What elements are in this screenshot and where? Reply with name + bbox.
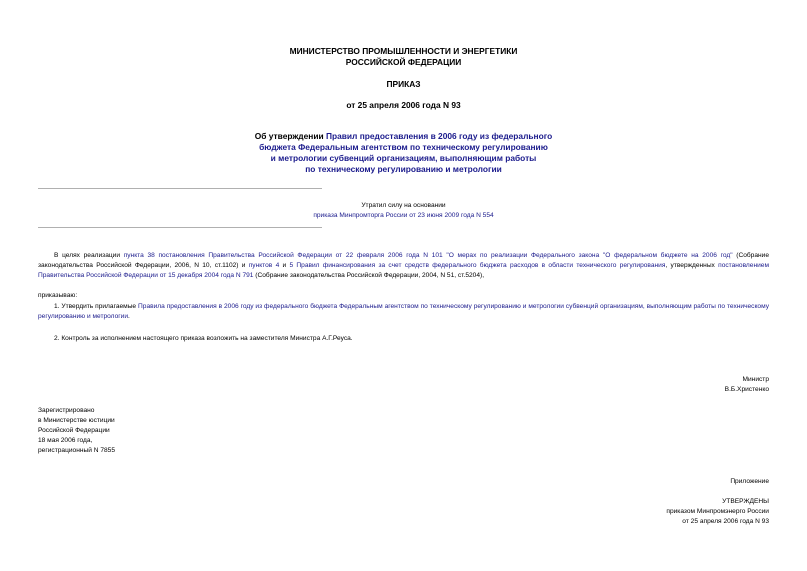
item1-text-2: . [128, 313, 130, 320]
order-item-2: 2. Контроль за исполнением настоящего приказа возложить на заместителя Министра А.Г.Реуса. [54, 335, 353, 342]
signature-name: В.Б.Христенко [724, 386, 769, 393]
ministry-line-2: РОССИЙСКОЙ ФЕДЕРАЦИИ [345, 57, 462, 67]
registration-block [38, 406, 115, 456]
intro-link-decree-791[interactable]: постановлением Правительства Российской Федерации от 15 декабря 2004 года N 791 [38, 262, 769, 279]
status-note [0, 201, 807, 221]
signature-position: Министр [742, 376, 769, 383]
intro-text-5: (Собрание законодательства Российской Федерации, 2004, N 51, ст.5204), [253, 272, 485, 279]
intro-text-3: и [279, 262, 290, 269]
doc-date: от 25 апреля 2006 года N 93 [346, 100, 461, 110]
registration-line-5: регистрационный N 7855 [38, 447, 116, 454]
intro-link-point-4[interactable]: пунктов 4 [248, 262, 280, 269]
registration-line-4: 18 мая 2006 года, [38, 437, 93, 444]
appendix-label: Приложение [730, 478, 769, 485]
title-link-line-1[interactable]: Правил предоставления в 2006 году из федерального [325, 131, 553, 141]
divider-bottom [38, 227, 322, 228]
registration-line-1: Зарегистрировано [38, 407, 95, 414]
intro-text-4: , утвержденных [665, 262, 719, 269]
intro-link-decree-101[interactable]: пункта 38 постановления Правительства Российской Федерации от 22 февраля 2006 года N 101 "О мерах по реализации Федерального закона "О федеральном бюджете на 2006 год" [123, 252, 733, 259]
item1-text-1: 1. Утвердить прилагаемые [54, 303, 139, 310]
doc-type: ПРИКАЗ [386, 79, 421, 89]
title-link-line-4[interactable]: по техническому регулированию и метрологии [305, 164, 502, 174]
item1-link-rules[interactable]: Правила предоставления в 2006 году из федерального бюджета Федеральным агентством по техническому регулированию и метрологии субвенций организациям, выполняющим работы по техническому регулированию и метрологии [38, 303, 769, 320]
doc-title [0, 131, 807, 175]
order-word: приказываю: [38, 292, 78, 299]
intro-paragraph [38, 251, 769, 281]
title-link-line-2[interactable]: бюджета Федеральным агентством по техническому регулированию [259, 142, 548, 152]
title-prefix: Об утверждении [254, 131, 326, 141]
ministry-name [0, 46, 807, 68]
order-item-1 [38, 302, 769, 322]
appendix-approval [666, 497, 769, 527]
intro-text-1: В целях реализации [54, 252, 124, 259]
status-link[interactable]: приказа Минпромторга России от 23 июня 2009 года N 554 [313, 212, 494, 219]
appendix-by-order: приказом Минпромэнерго России [666, 508, 769, 515]
intro-link-financing-rules[interactable]: 5 Правил финансирования за счет средств федерального бюджета расходов в области технического регулирования [289, 262, 666, 269]
appendix-approved: УТВЕРЖДЕНЫ [722, 498, 769, 505]
registration-line-3: Российской Федерации [38, 427, 110, 434]
signature [725, 375, 769, 395]
ministry-line-1: МИНИСТЕРСТВО ПРОМЫШЛЕННОСТИ И ЭНЕРГЕТИКИ [289, 46, 518, 56]
divider-top [38, 188, 322, 189]
intro-text-2: (Собрание законодательства Российской Федерации, 2006, N 10, ст.1102) и [38, 252, 770, 269]
registration-line-2: в Министерстве юстиции [38, 417, 115, 424]
status-line-1: Утратил силу на основании [361, 202, 446, 209]
title-link-line-3[interactable]: и метрологии субвенций организациям, выполняющим работы [270, 153, 537, 163]
appendix-date: от 25 апреля 2006 года N 93 [682, 518, 769, 525]
